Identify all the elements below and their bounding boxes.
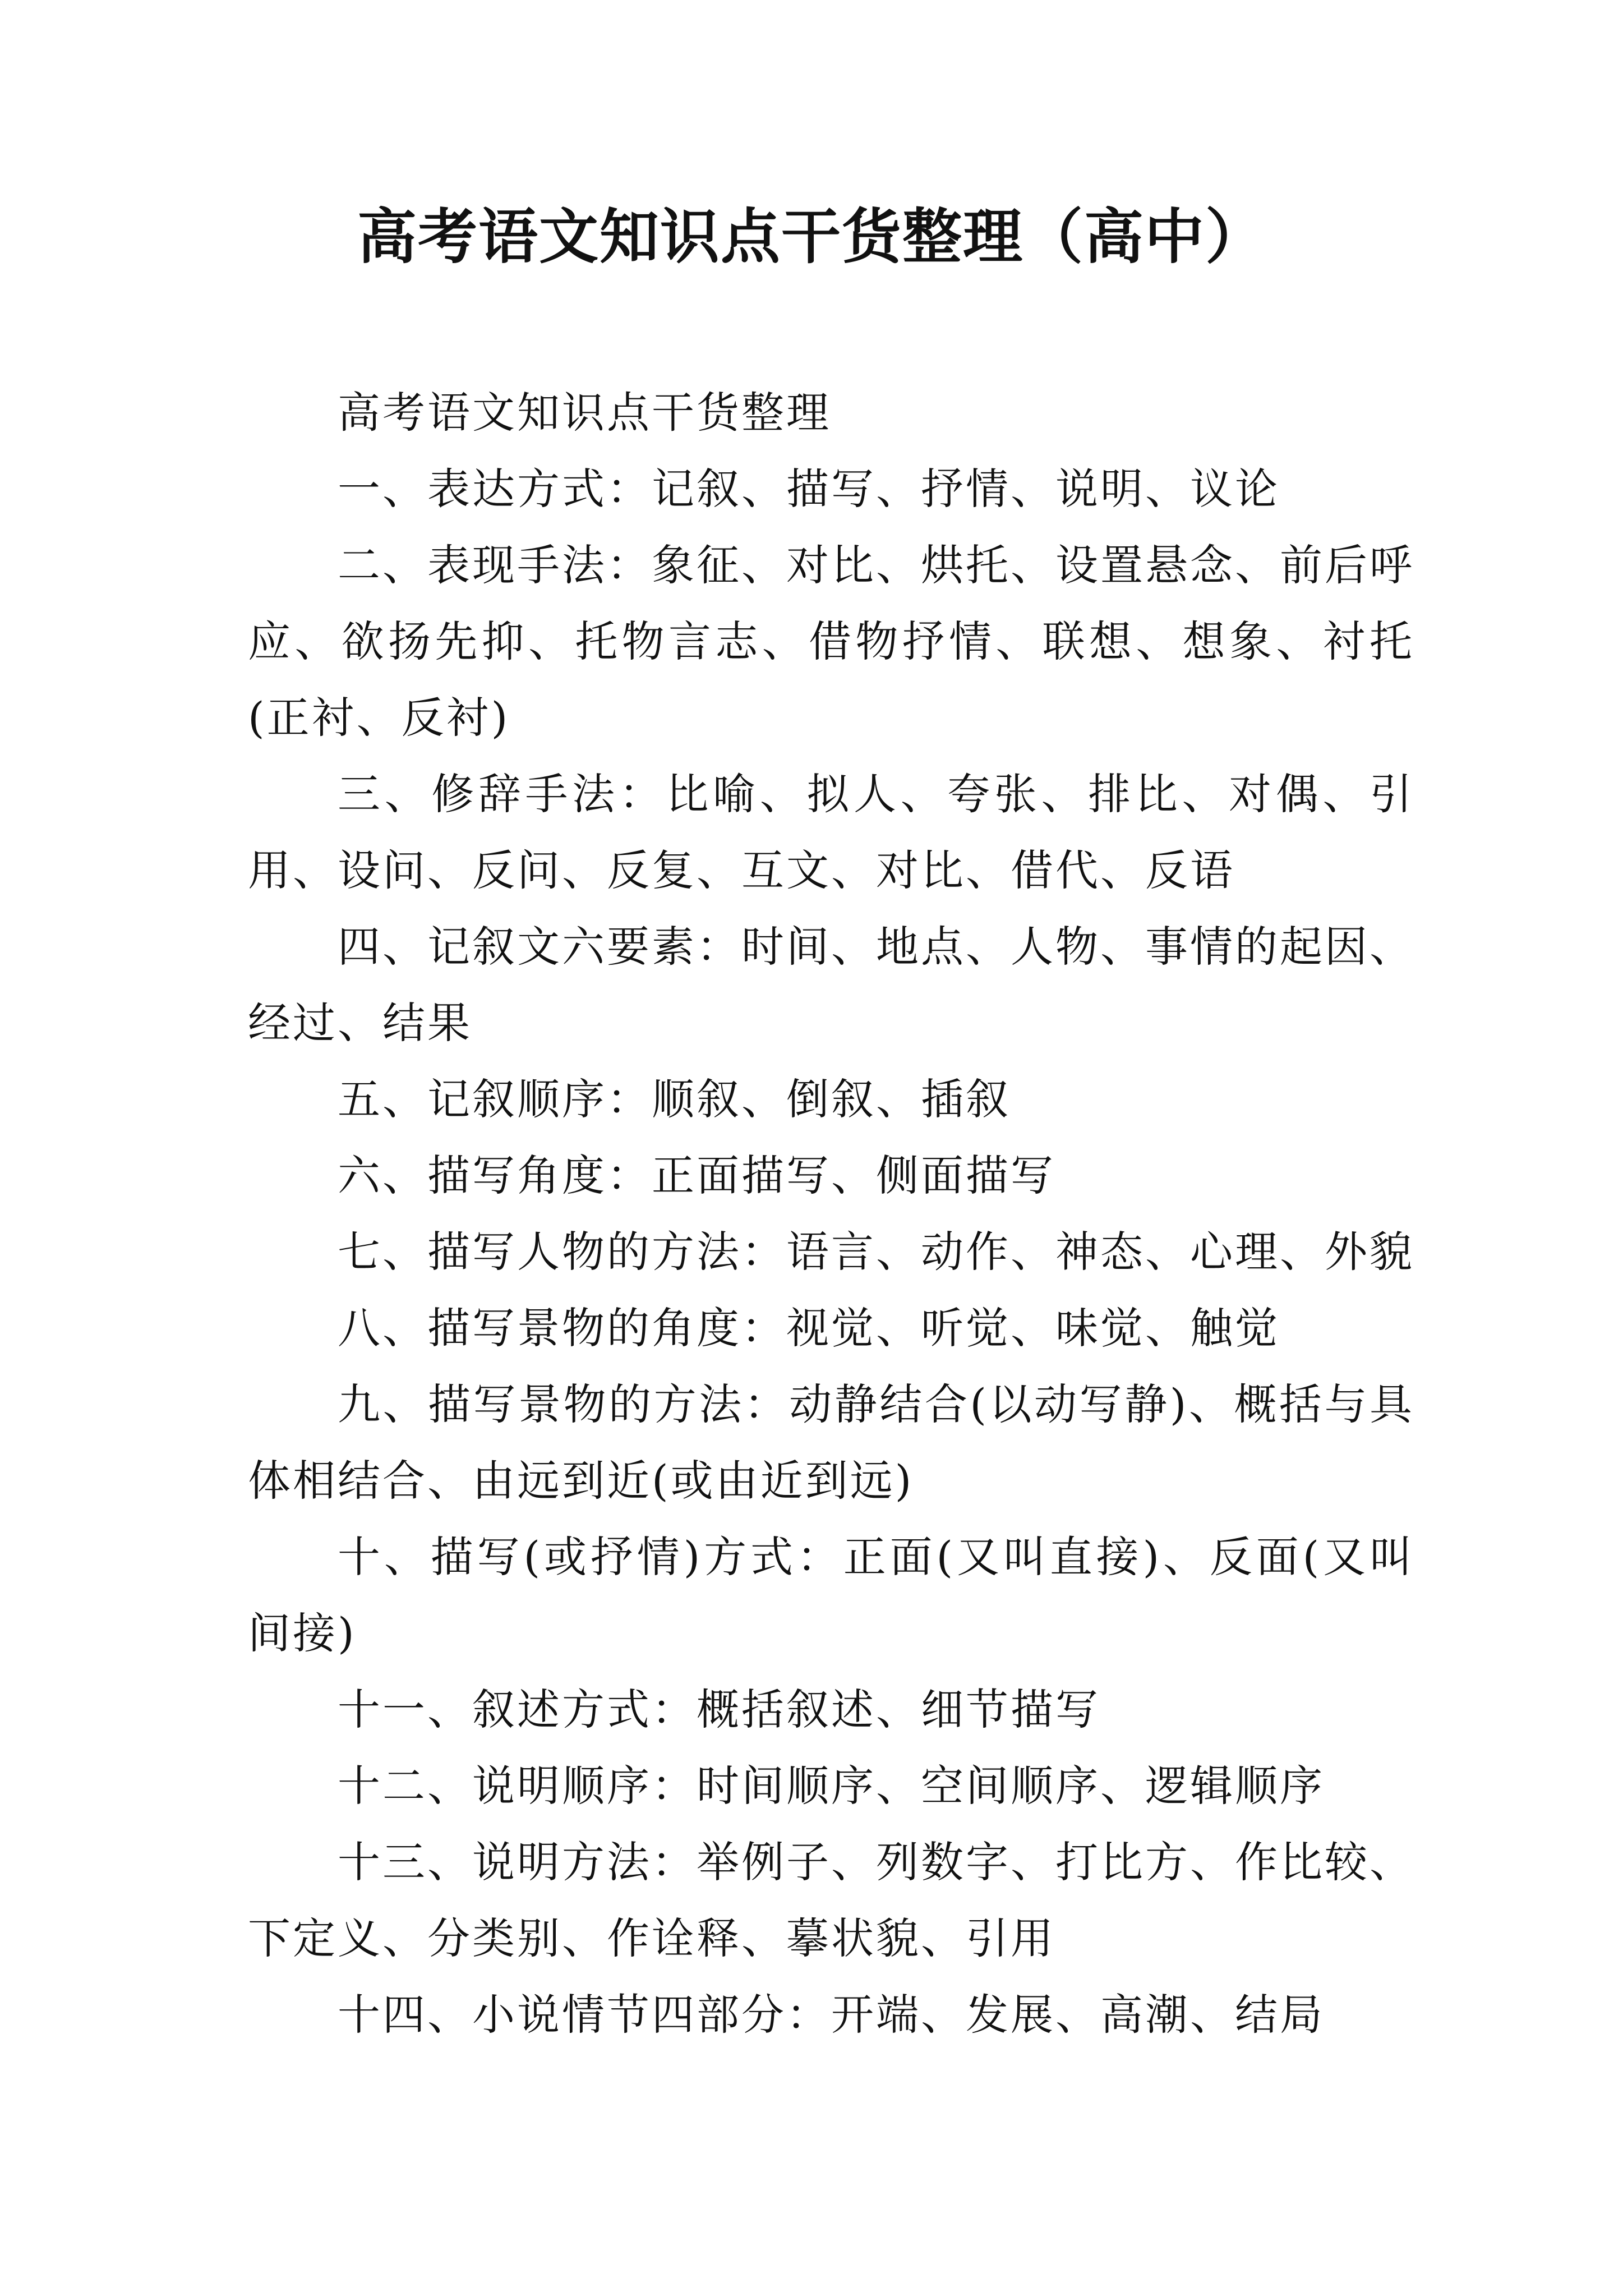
paragraph-description-style: 十、描写(或抒情)方式：正面(又叫直接)、反面(又叫间接) <box>248 1532 1414 1658</box>
paragraph-expression-modes: 一、表达方式：记叙、描写、抒情、说明、议论 <box>338 464 1280 514</box>
paragraph-scenery-angle: 八、描写景物的角度：视觉、听觉、味觉、触觉 <box>338 1303 1280 1353</box>
paragraph-narration-style: 十一、叙述方式：概括叙述、细节描写 <box>338 1685 1100 1734</box>
paragraph-character-description: 七、描写人物的方法：语言、动作、神态、心理、外貌 <box>338 1227 1414 1277</box>
paragraph-scenery-methods: 九、描写景物的方法：动静结合(以动写静)、概括与具体相结合、由远到近(或由近到远) <box>248 1379 1414 1506</box>
paragraph-explanation-order: 十二、说明顺序：时间顺序、空间顺序、逻辑顺序 <box>338 1761 1325 1811</box>
paragraph-narrative-order: 五、记叙顺序：顺叙、倒叙、插叙 <box>338 1074 1011 1124</box>
paragraph-explanation-methods: 十三、说明方法：举例子、列数字、打比方、作比较、下定义、分类别、作诠释、摹状貌、引用 <box>248 1837 1414 1963</box>
paragraph-heading: 高考语文知识点干货整理 <box>338 388 831 438</box>
paragraph-techniques: 二、表现手法：象征、对比、烘托、设置悬念、前后呼应、欲扬先抑、托物言志、借物抒情、联想、想象、衬托(正衬、反衬) <box>248 540 1414 743</box>
paragraph-description-angle: 六、描写角度：正面描写、侧面描写 <box>338 1151 1055 1200</box>
paragraph-narrative-elements: 四、记叙文六要素：时间、地点、人物、事情的起因、经过、结果 <box>248 922 1414 1048</box>
document-title: 高考语文知识点干货整理（高中） <box>357 201 1266 272</box>
paragraph-rhetoric: 三、修辞手法：比喻、拟人、夸张、排比、对偶、引用、设问、反问、反复、互文、对比、借代、反语 <box>248 769 1414 895</box>
paragraph-plot-parts: 十四、小说情节四部分：开端、发展、高潮、结局 <box>338 1990 1325 2040</box>
document-body <box>248 375 1414 2053</box>
